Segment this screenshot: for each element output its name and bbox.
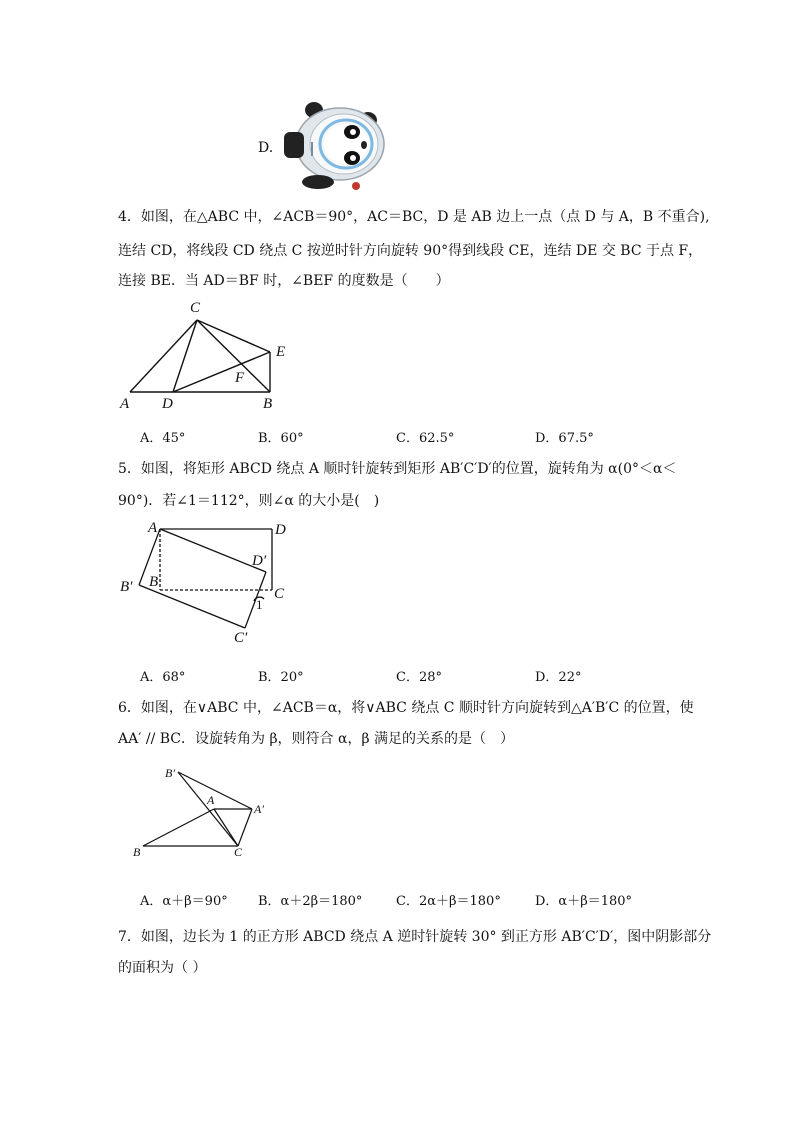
q6-label-C: C [234, 845, 243, 859]
q5-text-line1: 5．如图，将矩形 ABCD 绕点 A 顺时针旋转到矩形 AB′C′D′的位置，旋转角为 α(0°＜α＜ [118, 461, 677, 477]
q4-text-line1: 4．如图，在△ABC 中，∠ACB＝90°，AC＝BC，D 是 AB 边上一点（点 D 与 A，B 不重合), [118, 209, 710, 225]
q4-label-F: F [235, 370, 245, 386]
q5-option-b: B．20° [258, 670, 304, 685]
q6-option-c: C．2α＋β＝180° [396, 894, 501, 909]
q4-text-line2: 连结 CD，将线段 CD 绕点 C 按逆时针方向旋转 90°得到线段 CE，连结 DE 交 BC 于点 F， [118, 243, 703, 259]
q4-label-D: D [162, 396, 173, 412]
q6-text-line2: AA′ // BC．设旋转角为 β，则符合 α，β 满足的关系的是（ ） [118, 731, 514, 747]
q5-label-A: A [148, 520, 158, 536]
q6-option-b: B．α＋2β＝180° [258, 894, 363, 909]
q5-option-a: A．68° [140, 670, 186, 685]
mascot-image [282, 98, 387, 193]
q5-option-d: D．22° [535, 670, 582, 685]
q7-text-line2: 的面积为（ ） [118, 960, 207, 976]
q4-option-b: B．60° [258, 431, 304, 446]
q5-figure [112, 515, 302, 650]
q5-label-1: 1 [256, 597, 263, 612]
q4-label-E: E [276, 344, 286, 360]
q5-label-B-prime: B′ [120, 579, 133, 595]
q6-label-A: A [207, 793, 215, 807]
q6-text-line1: 6．如图，在∨ABC 中，∠ACB＝α，将∨ABC 绕点 C 顺时针方向旋转到△A′B′C 的位置，使 [118, 700, 694, 716]
q5-label-D: D [275, 522, 286, 538]
q3-option-d-label: D. [258, 140, 274, 156]
q4-option-d: D．67.5° [535, 431, 594, 446]
q5-label-B: B [149, 574, 159, 590]
q4-option-a: A．45° [140, 431, 186, 446]
q5-label-C: C [274, 586, 285, 602]
q4-figure [110, 295, 310, 415]
q5-label-D-prime: D′ [252, 553, 267, 569]
q6-label-A-prime: A′ [254, 802, 264, 816]
q4-option-c: C．62.5° [396, 431, 455, 446]
q4-text-line3: 连接 BE．当 AD＝BF 时，∠BEF 的度数是（ ） [118, 273, 450, 289]
q4-label-B: B [263, 396, 273, 412]
q5-label-C-prime: C′ [234, 630, 248, 646]
q6-label-B-prime: B′ [165, 766, 175, 780]
q5-text-line2: 90°)．若∠1＝112°，则∠α 的大小是( ) [118, 493, 380, 509]
q4-label-C: C [190, 300, 201, 316]
q4-label-A: A [120, 396, 130, 412]
q6-option-a: A．α＋β＝90° [140, 894, 228, 909]
q7-text-line1: 7．如图，边长为 1 的正方形 ABCD 绕点 A 逆时针旋转 30° 到正方形 AB′C′D′，图中阴影部分 [118, 929, 712, 945]
q6-option-d: D．α＋β＝180° [535, 894, 633, 909]
q6-figure [125, 760, 285, 860]
q6-label-B: B [133, 845, 141, 859]
q5-option-c: C．28° [396, 670, 442, 685]
